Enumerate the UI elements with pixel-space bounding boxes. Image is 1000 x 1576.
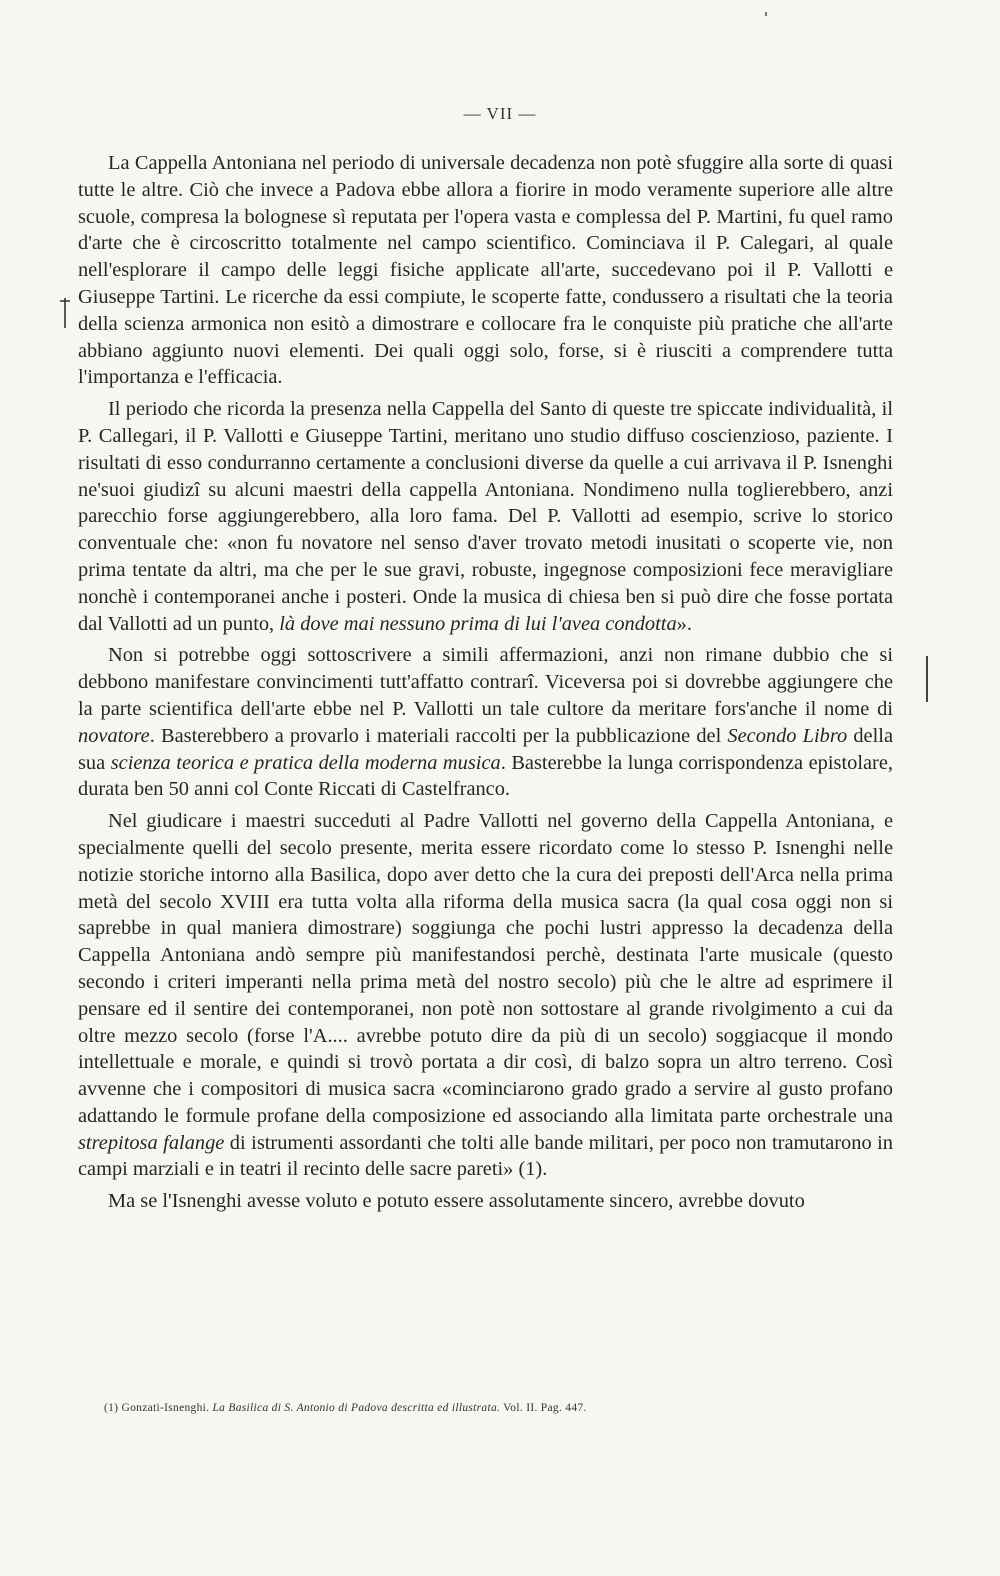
paragraph-text: della sua [78, 724, 893, 774]
footnote-title: La Basilica di S. Antonio di Padova descritta ed illustrata. [212, 1402, 501, 1414]
paragraph-text: ». [676, 612, 692, 635]
page-number-header: — VII — [463, 104, 537, 123]
paragraph [78, 396, 893, 637]
italic-phrase: strepitosa falange [78, 1131, 225, 1154]
paragraph [78, 150, 893, 391]
footnote [104, 1402, 904, 1414]
paragraph [78, 1188, 893, 1215]
margin-vertical-mark [926, 656, 928, 702]
italic-title: Secondo Libro [727, 724, 848, 747]
paragraph [78, 642, 893, 803]
paragraph-text: . Basterebbero a provarlo i materiali raccolti per la pubblicazione del [149, 724, 728, 747]
paragraph-text: La Cappella Antoniana nel periodo di universale decadenza non potè sfuggire alla sorte di quasi tutte le altre. Ciò che invece a Padova ebbe allora a fiorire in modo veramente superiore alle altre scuole, compresa la bolognese sì reputata per l'opera vasta e complessa del P. Martini, fu quel ramo d'arte che è circoscritto totalmente nel campo scientifico. Cominciava il P. Calegari, al quale nell'esplorare il campo delle leggi fisiche applicate all'arte, succedevano poi il P. Vallotti e Giuseppe Tartini. Le ricerche da essi compiute, le scoperte fatte, condussero a risultati che la teoria della scienza armonica non esitò a dimostrare e collocare fra le conquiste più pratiche che all'arte abbiano aggiunto nuovi elementi. Dei quali oggi solo, forse, si è riusciti a comprendere tutta l'importanza e l'efficacia. [78, 152, 893, 389]
margin-insertion-mark [59, 298, 71, 328]
italic-quote: là dove mai nessuno prima di lui l'avea condotta [279, 612, 677, 635]
footnote-marker: (1) Gonzati-Isnenghi. [104, 1402, 213, 1414]
body-text [78, 150, 893, 1220]
paragraph-text: Ma se l'Isnenghi avesse voluto e potuto essere assolutamente sincero, avrebbe dovuto [108, 1190, 805, 1213]
paragraph [78, 808, 893, 1183]
scan-speck [765, 12, 767, 16]
paragraph-text: Il periodo che ricorda la presenza nella Cappella del Santo di queste tre spiccate individualità, il P. Callegari, il P. Vallotti e Giuseppe Tartini, meritano uno studio diffuso coscienzioso, paziente. I risultati di esso condurranno certamente a conclusioni diverse da quelle a cui arrivava il P. Isnenghi ne'suoi giudizî su alcuni maestri della cappella Antoniana. Nondimeno nulla toglierebbero, anzi parecchio forse aggiungerebbero, alla loro fama. Del P. Vallotti ad esempio, scrive lo storico conventuale che: «non fu novatore nel senso d'aver trovato metodi inusitati o scoperte vie, non prima tentate da altri, ma che per le sue gravi, robuste, ingegnose composizioni fece meravigliare nonchè i contemporanei anche i posteri. Onde la musica di chiesa ben si può dire che fosse portata dal Vallotti ad un punto, [78, 398, 893, 635]
footnote-reference: Vol. II. Pag. 447. [500, 1402, 587, 1414]
paragraph-text: . Basterebbe la lunga corrispondenza epistolare, durata ben 50 anni col Conte Riccati di Castelfranco. [78, 751, 893, 801]
italic-term: novatore [78, 724, 150, 747]
paragraph-text: di istrumenti assordanti che tolti alle bande militari, per poco non tramutarono in campi marziali e in teatri il recinto delle sacre pareti» (1). [78, 1131, 893, 1181]
italic-title: scienza teorica e pratica della moderna musica [110, 751, 501, 774]
paragraph-text: Nel giudicare i maestri succeduti al Padre Vallotti nel governo della Cappella Antoniana, e specialmente quelli del secolo presente, merita essere ricordato come lo stesso P. Isnenghi nelle notizie storiche intorno alla Basilica, dopo aver detto che la cura dei preposti dell'Arca nella prima metà del secolo XVIII era tutta volta alla riforma della musica sacra (la qual cosa oggi non si saprebbe in qual maniera dimostrare) soggiunga che pochi lustri appresso la decadenza della Cappella Antoniana andò sempre più manifestandosi perchè, destinata l'arte musicale (questo secondo i criteri imperanti nella prima metà del nostro secolo) più che le altre ad esprimere il pensare ed il sentire dei contemporanei, non potè non sottostare al grande rivolgimento a cui da oltre mezzo secolo (forse l'A.... avrebbe potuto dire da più di un secolo) soggiacque il mondo intellettuale e morale, e quindi si trovò portata a dir così, di balzo sopra un altro terreno. Così avvenne che i compositori di musica sacra «cominciarono grado grado a servire al gusto profano adattando le formule profane della composizione ed associando alla limitata parte orchestrale una [78, 810, 893, 1127]
paragraph-text: Non si potrebbe oggi sottoscrivere a simili affermazioni, anzi non rimane dubbio che si debbono manifestare convincimenti tutt'affatto contrarî. Viceversa poi si dovrebbe aggiungere che la parte scientifica dell'arte ebbe nel P. Vallotti un tale cultore da meritare fors'anche il nome di [78, 644, 893, 720]
